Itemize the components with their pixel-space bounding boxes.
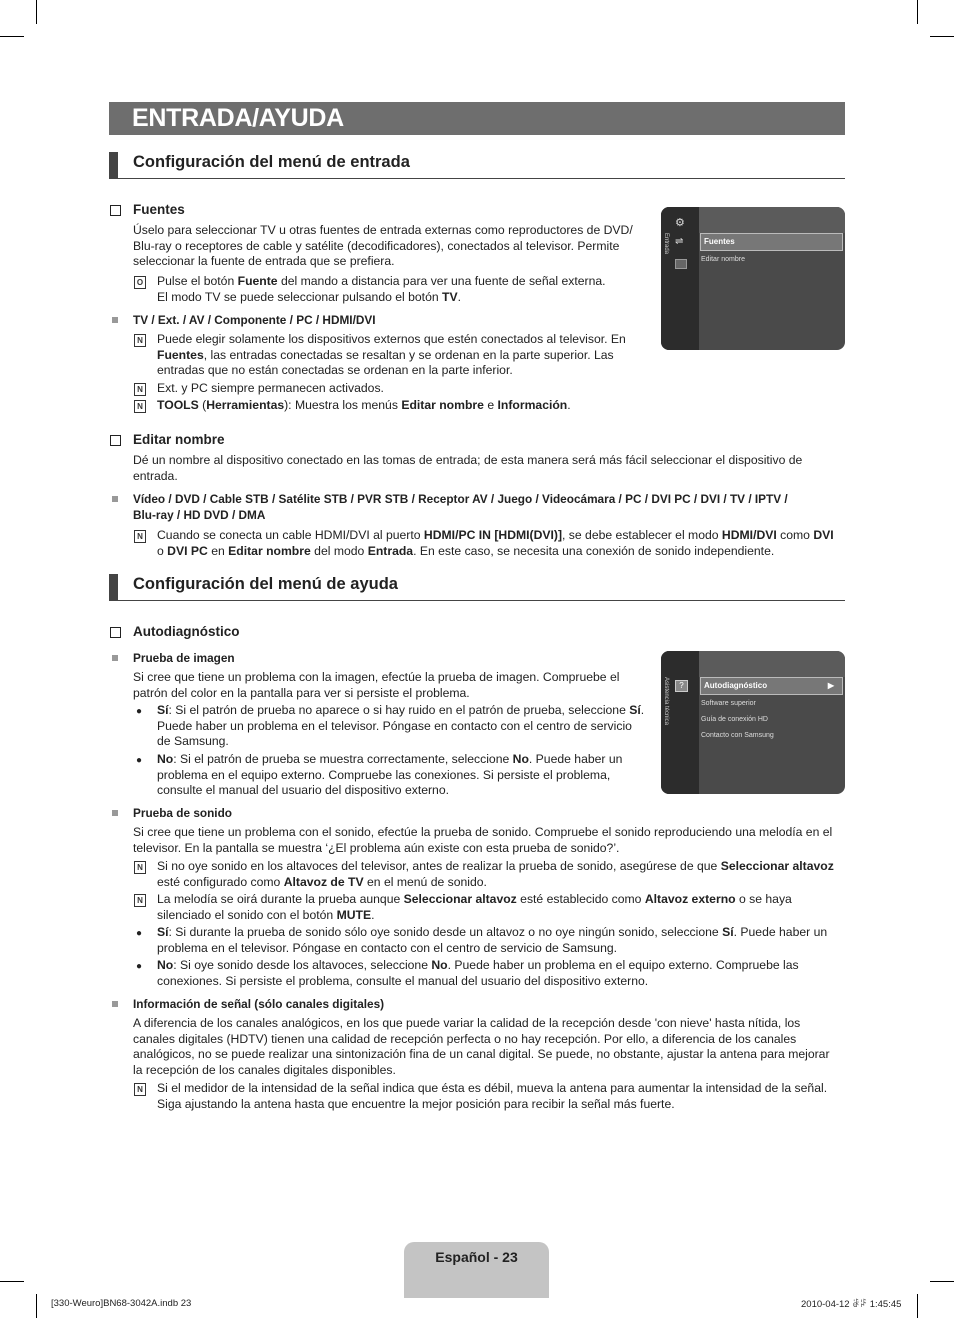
arrow-right-icon: ▶ xyxy=(827,681,834,690)
page-number: Español - 23 xyxy=(435,1249,518,1265)
note-icon: N xyxy=(134,530,146,543)
fuentes-sub: TV / Ext. / AV / Componente / PC / HDMI/DVI xyxy=(133,313,376,327)
prueba-sonido-title: Prueba de sonido xyxy=(133,806,232,820)
imagen-no: No: Si el patrón de prueba se muestra correctamente, seleccione No. Puede haber un problema en el equipo externo. Compruebe las conexiones. Si persiste el problema, consulte el manual del usuario del dispositivo externo. xyxy=(157,752,623,798)
sonido-no: No: Si oye sonido desde los altavoces, seleccione No. Puede haber un problema en el equipo externo. Compruebe las conexiones. Si persiste el problema, consulte el manual del usuario del dispositivo externo. xyxy=(157,958,799,988)
bullet-dot: ● xyxy=(136,706,143,717)
question-icon: ? xyxy=(675,680,688,692)
note-icon: N xyxy=(134,334,146,347)
bullet-dot: ● xyxy=(136,961,143,972)
editar-note: Cuando se conecta un cable HDMI/DVI al puerto HDMI/PC IN [HDMI(DVI)], se debe establecer el modo HDMI/DVI como DVI o DVI PC en Editar nombre del modo Entrada. En este caso, se necesita una conexión de sonido independiente. xyxy=(157,528,834,558)
text-line: seleccionar la fuente de entrada que se prefiera. xyxy=(133,254,395,269)
square-bullet xyxy=(112,1001,118,1007)
menu-item-label: Autodiagnóstico xyxy=(704,681,768,690)
prueba-imagen-title: Prueba de imagen xyxy=(133,651,235,665)
section-title: Configuración del menú de entrada xyxy=(133,153,410,171)
section-header-entrada xyxy=(109,152,845,179)
bullet-dot: ● xyxy=(136,755,143,766)
menu-side-label: Asistencia técnica xyxy=(663,677,669,726)
crop-mark xyxy=(930,36,954,37)
page-number-tab xyxy=(404,1242,549,1298)
square-bullet xyxy=(112,655,118,661)
square-bullet xyxy=(112,810,118,816)
editar-body: Dé un nombre al dispositivo conectado en las tomas de entrada; de esta manera será más fácil seleccionar el dispositivo de entrada. xyxy=(133,453,803,483)
section-header-ayuda xyxy=(109,574,845,601)
prueba-imagen-body: Si cree que tiene un problema con la imagen, efectúe la prueba de imagen. Compruebe el patrón del color en la pantalla para ver si persiste el problema. xyxy=(133,670,620,700)
heading-autodiagnostico: Autodiagnóstico xyxy=(133,624,240,639)
menu-item-contacto[interactable]: Contacto con Samsung xyxy=(701,732,774,739)
square-bullet xyxy=(112,496,118,502)
page-title: ENTRADA/AYUDA xyxy=(132,104,344,132)
menu-item-software[interactable]: Software superior xyxy=(701,700,756,707)
support-menu-screenshot xyxy=(661,651,845,794)
fuentes-note-1: Pulse el botón Fuente del mando a distancia para ver una fuente de señal externa. El modo TV se puede seleccionar pulsando el botón TV. xyxy=(157,274,606,304)
sonido-note-1: Si no oye sonido en los altavoces del televisor, antes de realizar la prueba de sonido, asegúrese de que Seleccionar altavoz esté configurado como Altavoz de TV en el menú de sonido. xyxy=(157,859,834,889)
crop-mark xyxy=(36,1294,37,1318)
fuentes-note-4: TOOLS (Herramientas): Muestra los menús Editar nombre e Información. xyxy=(157,398,571,412)
section-marker xyxy=(109,574,118,600)
prueba-sonido-body: Si cree que tiene un problema con el sonido, efectúe la prueba de sonido. Compruebe el sonido reproduciendo una melodía en el televisor. En la pantalla se muestra ‘¿El problema aún existe con esta prueba de sonido?’. xyxy=(133,825,833,855)
senal-title: Información de señal (sólo canales digitales) xyxy=(133,997,385,1011)
menu-item-label: Fuentes xyxy=(704,237,735,246)
gear-icon: ⚙ xyxy=(675,217,685,229)
crop-mark xyxy=(0,1281,24,1282)
menu-item-autodiagnostico[interactable] xyxy=(700,677,843,695)
crop-mark xyxy=(917,1294,918,1318)
sonido-note-2: La melodía se oirá durante la prueba aunque Seleccionar altavoz esté establecido como Altavoz externo o se haya silenciado el sonido con el botón MUTE. xyxy=(157,892,792,922)
crop-mark xyxy=(36,0,37,24)
note-icon: N xyxy=(134,894,146,907)
checkbox-bullet xyxy=(110,205,121,216)
note-icon: N xyxy=(134,1083,146,1096)
menu-item-editar-nombre[interactable]: Editar nombre xyxy=(701,256,745,263)
crop-mark xyxy=(917,0,918,24)
checkbox-bullet xyxy=(110,435,121,446)
fuentes-note-3: Ext. y PC siempre permanecen activados. xyxy=(157,381,384,395)
sonido-si: Sí: Si durante la prueba de sonido sólo oye sonido desde un altavoz o no oye ningún sonido, seleccione Sí. Puede haber un problema en el televisor. Póngase en contacto con el centro de servicio de Samsung. xyxy=(157,925,828,955)
menu-item-guia-hd[interactable]: Guía de conexión HD xyxy=(701,716,768,723)
fuentes-body xyxy=(133,223,633,270)
senal-body: A diferencia de los canales analógicos, en los que puede variar la calidad de la recepción desde 'con nieve' hasta nítida, los canales digitales (HDTV) tienen una calidad de recepción perfecta o no hay recepción. Por ello, a diferencia de los canales analógicos, no se puede realizar una sintonización fina de un canal digital. Se puede, no obstante, ajustar la antena para mejorar la recepción de los canales digitales disponibles. xyxy=(133,1016,830,1077)
crop-mark xyxy=(0,36,24,37)
heading-fuentes: Fuentes xyxy=(133,202,185,217)
note-icon: N xyxy=(134,383,146,396)
menu-side-label: Entrada xyxy=(663,233,669,255)
note-icon: N xyxy=(134,861,146,874)
heading-editar-nombre: Editar nombre xyxy=(133,432,225,447)
bullet-dot: ● xyxy=(136,928,143,939)
footer-file: [330-Weuro]BN68-3042A.indb 23 xyxy=(51,1298,192,1309)
text-line: Blu-ray o receptores de cable y satélite (decodificadores), conectados al televisor. Permite xyxy=(133,238,620,253)
input-menu-screenshot xyxy=(661,207,845,350)
page-title-bar xyxy=(109,102,845,135)
menu-item-fuentes[interactable] xyxy=(700,233,843,251)
senal-note: Si el medidor de la intensidad de la señal indica que ésta es débil, mueva la antena para aumentar la intensidad de la señal. Siga ajustando la antena hasta que encuentre la mejor posición para recibir la señal más fuerte. xyxy=(157,1081,828,1111)
section-title: Configuración del menú de ayuda xyxy=(133,575,398,593)
imagen-si: Sí: Si el patrón de prueba no aparece o si hay ruido en el patrón de prueba, seleccione Sí. Puede haber un problema en el televisor. Póngase en contacto con el centro de servicio de Samsung. xyxy=(157,703,645,749)
note-icon: N xyxy=(134,400,146,413)
input-plug-icon: ⇌ xyxy=(675,236,684,247)
section-marker xyxy=(109,152,118,178)
remote-note-icon: O xyxy=(134,276,146,289)
editar-sub: Vídeo / DVD / Cable STB / Satélite STB / PVR STB / Receptor AV / Juego / Videocámara / PC / DVI PC / DVI / TV / IPTV / Blu-ray / HD DVD / DMA xyxy=(133,492,788,522)
checkbox-bullet xyxy=(110,627,121,638)
crop-mark xyxy=(930,1281,954,1282)
fuentes-note-2: Puede elegir solamente los dispositivos externos que estén conectados al televisor. En Fuentes, las entradas conectadas se resaltan y se ordenan en la parte superior. Las entradas que no están conectadas se ordenan en la parte inferior. xyxy=(157,332,626,378)
text-line: Úselo para seleccionar TV u otras fuentes de entrada externas como reproductores de DVD/ xyxy=(133,223,633,237)
square-bullet xyxy=(112,317,118,323)
footer-date: 2010-04-12 ꂡꂞ 1:45:45 xyxy=(801,1299,902,1310)
support-icon xyxy=(675,259,687,269)
